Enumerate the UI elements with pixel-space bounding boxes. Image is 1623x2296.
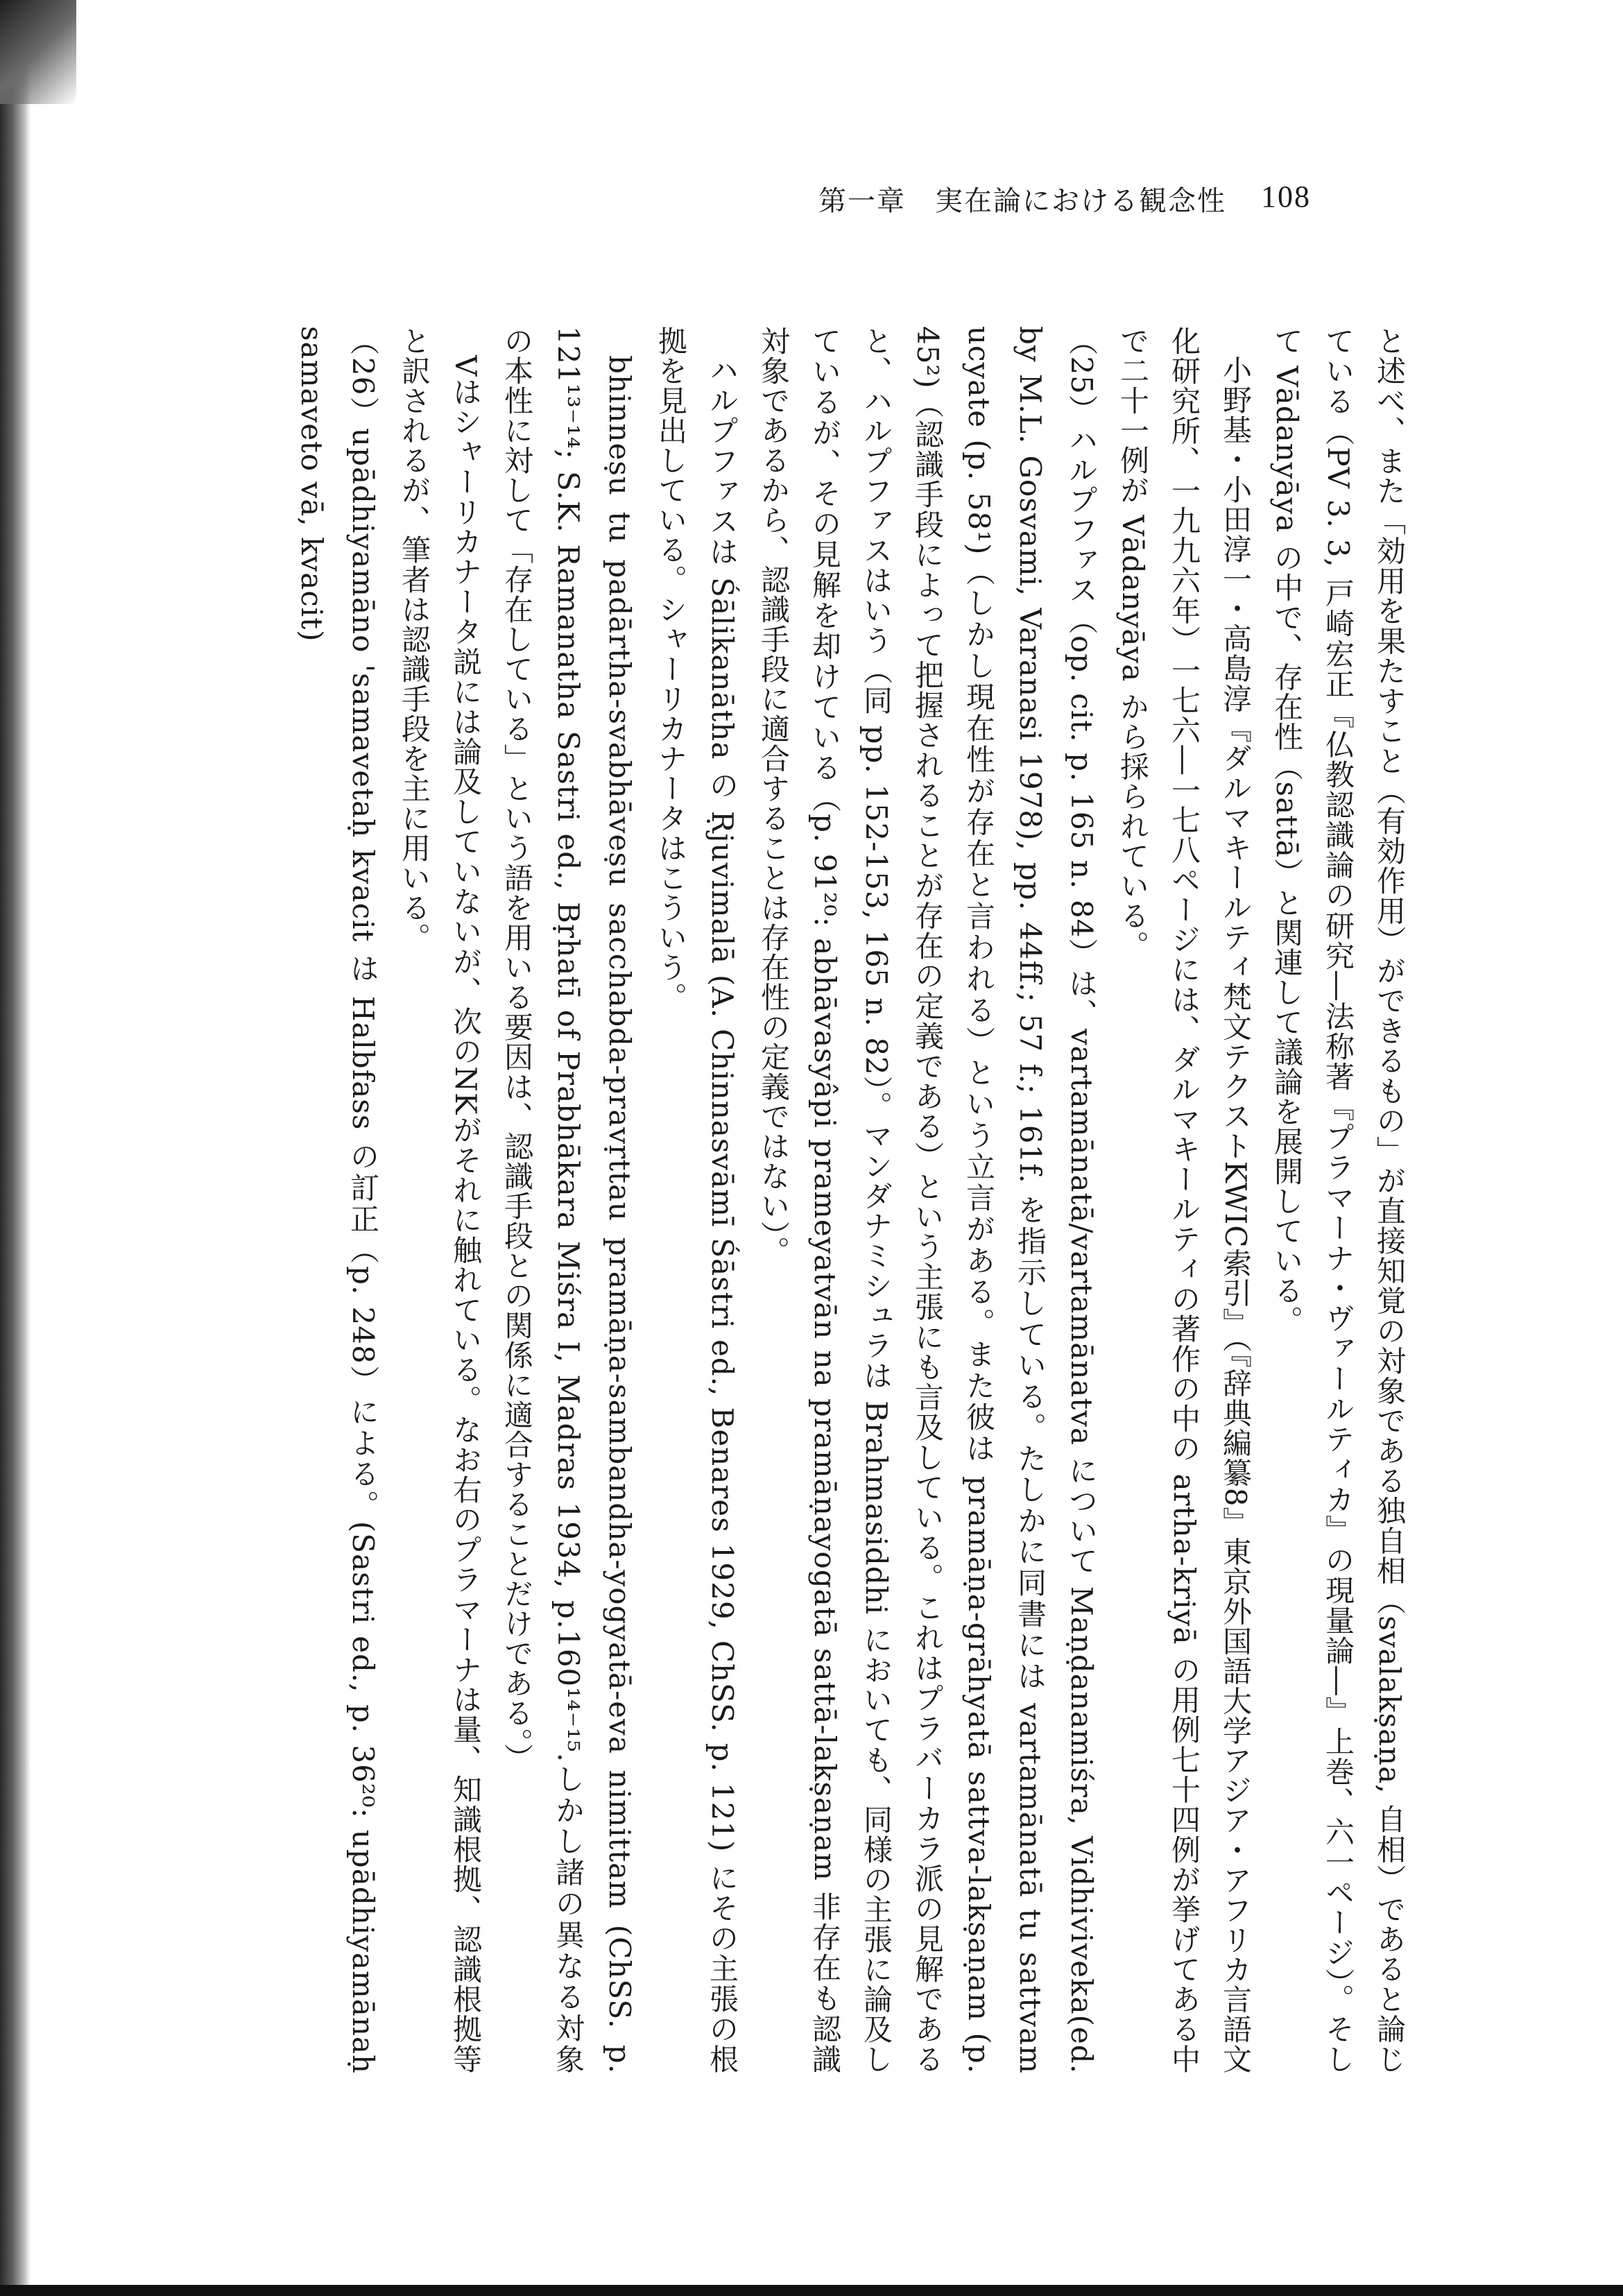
footnote-number: （26） xyxy=(346,326,380,429)
footnote-text: ハルプファス（op. cit. p. 165 n. 84）は、vartamānatā/vartamānatva について Maṇḍanamiśra, Vidhiviveka(ed. by M.L. Gosvami, Varanasi 1978), pp. 44ff.; 57 f.; 161f. を指示している。たしかに同書には vartamānatā tu sattvam ucyate (p. 58¹)（しかし現在性が存在と言われる）という立言がある。また彼は pramāṇa-grāhyatā sattva-lakṣaṇam (p. 45²)（認識手段によって把握されることが存在の定義である）という主張にも言及している。これはプラバーカラ派の見解であると、ハルプファスはいう（同 pp. 152-153, 165 n. 82）。マンダナミシュラは Brahmasiddhi においても、同様の主張に論及しているが、その見解を却けている（p. 91²⁰: abhāvasyâpi prameyatvān na pramāṇayogatā sattā-lakṣaṇam 非存在も認識対象であるから、認識手段に適合することは存在性の定義ではない）。 xyxy=(757,326,1099,2074)
paragraph-remark xyxy=(388,326,491,2074)
vertical-text-body xyxy=(208,326,1415,2074)
footnote-text: upādhiyamāno 'samavetaḥ kvacit は Halbfass の訂正（p. 248）による。(Sastri ed., p. 36²⁰: upādhiyamānaḥ samaveto vā, kvacit) xyxy=(295,326,380,2074)
footnote-number: （25） xyxy=(1065,326,1099,425)
footnote-25 xyxy=(748,326,1107,2074)
paragraph-text: 小野基・小田淳一・高島淳『ダルマキールティ梵文テクストKWIC索引』（『辞典編纂8』東京外国語大学アジア・アフリカ言語文化研究所、一九九六年）一七六―一七八ページには、ダルマキールティの著作の中の artha-kriyā の用例七十四例が挙げてある中で二十一例が Vādanyāya から採られている。 xyxy=(1116,326,1253,2074)
paragraph-halbfass xyxy=(645,326,748,2074)
page-number: 108 xyxy=(1261,180,1311,214)
paragraph-kwic-reference xyxy=(1107,326,1261,2074)
paragraph-text: Vはシャーリカナータ説には論及していないが、次のNKがそれに触れている。なお右のプラマーナは量、知識根拠、認識根拠等と訳されるが、筆者は認識手段を主に用いる。 xyxy=(397,326,483,2074)
paragraph-quotation xyxy=(491,326,645,2074)
footnote-26 xyxy=(286,326,388,2074)
scan-shadow xyxy=(0,0,76,104)
chapter-title: 第一章 実在論における観念性 xyxy=(818,185,1226,217)
scan-edge xyxy=(0,0,31,2296)
paragraph-text: ハルプファスは Śālikanātha の Ṛjuvimalā (A. Chinnasvāmī Śāstri ed., Benares 1929, ChSS. p. 121) にその主張の根拠を見出している。シャーリカナータはこういう。 xyxy=(654,326,739,2074)
paragraph-text: と述べ、また「効用を果たすこと（有効作用）ができるもの」が直接知覚の対象である独自相（svalakṣaṇa, 自相）であると論じている（PV 3. 3, 戸崎宏正『仏教認識論の研究―法称著『プラマーナ・ヴァールティカ』の現量論―』上巻、六一ページ）。そして Vādanyāya の中で、存在性（sattā）と関連して議論を展開している。 xyxy=(1270,326,1407,2074)
scan-bottom-edge xyxy=(0,2285,1623,2296)
paragraph-continuation xyxy=(1261,326,1415,2074)
paragraph-text: bhinneṣu tu padārtha-svabhāveṣu sacchabda-pravṛttau pramāṇa-sambandha-yogyatā-eva nimittam (ChSS. p. 121¹³⁻¹⁴; S.K. Ramanatha Sastri ed., Bṛhatī of Prabhākara Miśra I, Madras 1934, p.160¹⁴⁻¹⁵.しかし諸の異なる対象の本性に対して「存在している」という語を用いる要因は、認識手段との関係に適合することだけである。） xyxy=(500,326,637,2074)
running-head xyxy=(818,179,1318,221)
